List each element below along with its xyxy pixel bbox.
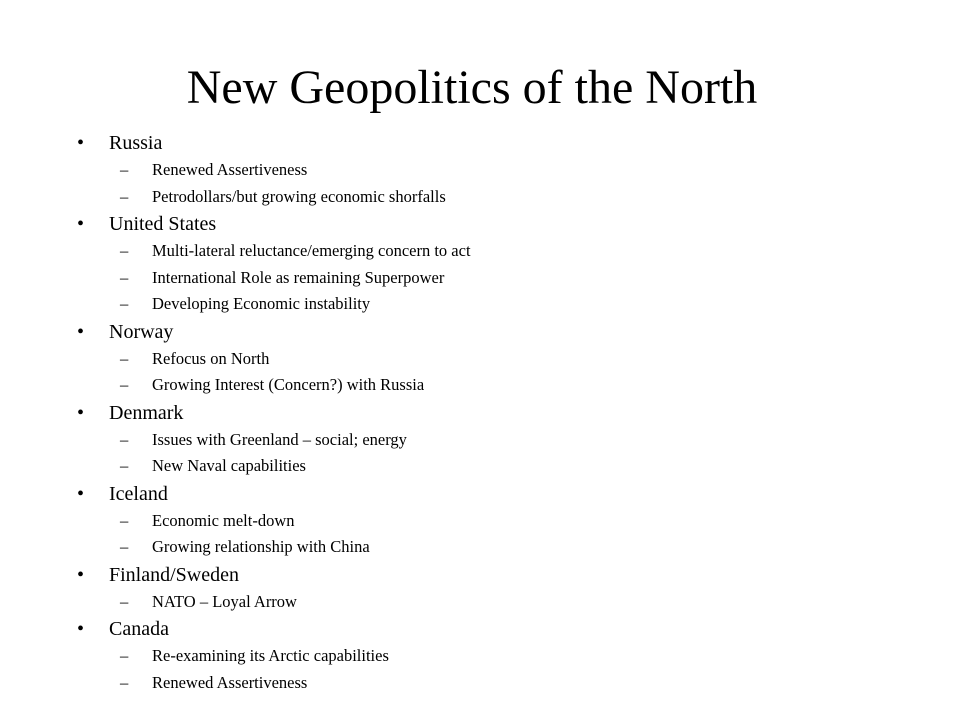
dash-icon: –	[120, 672, 129, 692]
sub-bullet-item	[120, 291, 471, 318]
bullet-item	[77, 615, 471, 696]
bullet-row	[77, 129, 471, 157]
bullet-dot-icon: •	[77, 132, 85, 154]
dash-icon: –	[120, 429, 129, 449]
dash-icon: –	[120, 510, 129, 530]
dash-icon: –	[120, 537, 129, 556]
sub-bullet-list	[77, 346, 471, 399]
bullet-item	[77, 399, 471, 480]
bullet-row	[77, 210, 471, 238]
sub-bullet-list	[77, 238, 471, 318]
bullet-dot-icon: •	[77, 401, 85, 424]
bullet-dot-icon: •	[77, 482, 85, 505]
sub-bullet-item	[120, 238, 471, 265]
sub-bullet-item	[120, 184, 471, 211]
dash-icon: –	[120, 456, 129, 475]
sub-bullet-label: Growing Interest (Concern?) with Russia	[152, 375, 425, 394]
bullet-dot-icon: •	[77, 618, 85, 640]
sub-bullet-label: Renewed Assertiveness	[152, 160, 308, 179]
bullet-row	[77, 615, 471, 643]
dash-icon: –	[120, 160, 129, 179]
sub-bullet-list	[77, 157, 471, 210]
bullet-item	[77, 480, 471, 561]
sub-bullet-label: Issues with Greenland – social; energy	[152, 429, 407, 449]
dash-icon: –	[120, 241, 129, 260]
sub-bullet-item	[120, 157, 471, 184]
sub-bullet-label: New Naval capabilities	[152, 456, 306, 475]
sub-bullet-label: Petrodollars/but growing economic shorfalls	[152, 186, 446, 206]
sub-bullet-item	[120, 265, 471, 292]
dash-icon: –	[120, 591, 129, 611]
sub-bullet-item	[120, 427, 471, 454]
dash-icon: –	[120, 294, 129, 313]
sub-bullet-item	[120, 670, 471, 697]
dash-icon: –	[120, 267, 129, 287]
dash-icon: –	[120, 375, 129, 394]
bullet-label: Russia	[109, 132, 163, 154]
bullet-item	[77, 129, 471, 210]
sub-bullet-list	[77, 589, 471, 616]
bullet-list	[77, 129, 471, 696]
bullet-label: Denmark	[109, 401, 184, 424]
dash-icon: –	[120, 186, 129, 206]
sub-bullet-list	[77, 508, 471, 561]
bullet-item	[77, 210, 471, 318]
dash-icon: –	[120, 646, 129, 665]
bullet-item	[77, 561, 471, 616]
bullet-label: Iceland	[109, 482, 168, 505]
sub-bullet-list	[77, 427, 471, 480]
bullet-item	[77, 318, 471, 399]
sub-bullet-label: Multi-lateral reluctance/emerging concern to act	[152, 241, 471, 260]
dash-icon: –	[120, 348, 129, 368]
sub-bullet-label: Economic melt-down	[152, 510, 295, 530]
bullet-dot-icon: •	[77, 213, 85, 235]
bullet-row	[77, 561, 471, 589]
sub-bullet-item	[120, 643, 471, 670]
bullet-row	[77, 480, 471, 508]
bullet-label: Norway	[109, 320, 174, 343]
sub-bullet-label: Developing Economic instability	[152, 294, 371, 313]
bullet-row	[77, 318, 471, 346]
sub-bullet-label: Renewed Assertiveness	[152, 672, 308, 692]
bullet-dot-icon: •	[77, 320, 85, 343]
sub-bullet-label: Refocus on North	[152, 348, 270, 368]
bullet-label: Canada	[109, 618, 169, 640]
sub-bullet-label: International Role as remaining Superpower	[152, 267, 445, 287]
bullet-dot-icon: •	[77, 563, 85, 586]
sub-bullet-item	[120, 589, 471, 616]
sub-bullet-label: Growing relationship with China	[152, 537, 370, 556]
bullet-label: United States	[109, 213, 217, 235]
sub-bullet-label: Re-examining its Arctic capabilities	[152, 646, 389, 665]
bullet-row	[77, 399, 471, 427]
sub-bullet-item	[120, 346, 471, 373]
sub-bullet-label: NATO – Loyal Arrow	[152, 591, 297, 611]
bullet-label: Finland/Sweden	[109, 563, 239, 586]
sub-bullet-list	[77, 643, 471, 696]
sub-bullet-item	[120, 508, 471, 535]
slide-title: New Geopolitics of the North	[186, 61, 758, 114]
sub-bullet-item	[120, 372, 471, 399]
sub-bullet-item	[120, 534, 471, 561]
sub-bullet-item	[120, 453, 471, 480]
